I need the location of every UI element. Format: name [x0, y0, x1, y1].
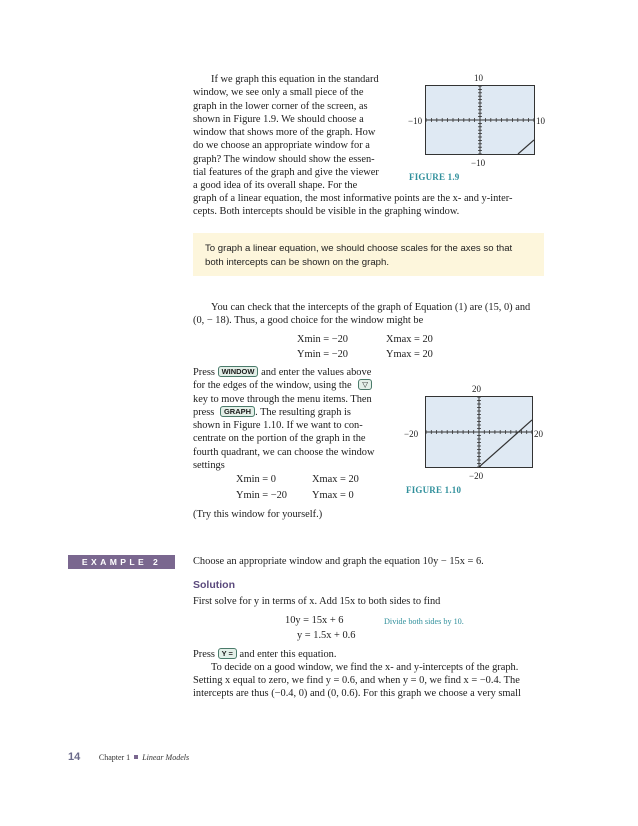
window2-ymin: Ymin = −20	[236, 490, 287, 501]
callout-line: both intercepts can be shown on the graph.	[205, 256, 390, 268]
text-line: do we choose an appropriate window for a	[193, 140, 370, 152]
example-label: EXAMPLE 2	[68, 555, 175, 569]
text-line: window that shows more of the graph. How	[193, 127, 376, 139]
text-line: a good idea of its overall shape. For the	[193, 180, 358, 192]
axis-label-left: −10	[408, 116, 423, 126]
text-line: graph? The window should show the essen-	[193, 153, 375, 165]
axis-label-bottom: −10	[471, 158, 486, 168]
example-prompt: Choose an appropriate window and graph the equation 10y − 15x = 6.	[193, 556, 484, 567]
graph-plot	[426, 86, 534, 154]
axis-label-bottom: −20	[469, 471, 484, 481]
text-line: First solve for y in terms of x. Add 15x to both sides to find	[193, 596, 441, 607]
solution-heading: Solution	[193, 579, 235, 591]
axis-label-top: 20	[472, 384, 481, 394]
equation-1: 10y = 15x + 6	[285, 615, 344, 626]
text-line: window, we see only a small piece of the	[193, 87, 364, 99]
text-line: fourth quadrant, we can choose the window	[193, 446, 375, 458]
axis-ticks	[426, 86, 534, 154]
bullet-square-icon	[134, 755, 138, 759]
text-line: intercepts are thus (−0.4, 0) and (0, 0.6). For this graph we choose a very small	[193, 688, 521, 699]
axis-label-top: 10	[474, 73, 483, 83]
window2-xmin: Xmin = 0	[236, 474, 276, 485]
page-number: 14	[68, 751, 81, 763]
page-footer	[68, 751, 189, 764]
text-line: graph in the lower corner of the screen, as	[193, 100, 368, 112]
figure-caption: FIGURE 1.10	[406, 485, 462, 495]
text-line: graph of a linear equation, the most informative points are the x- and y-inter-	[193, 193, 513, 204]
window2-ymax: Ymax = 0	[312, 490, 354, 501]
equation-2: y = 1.5x + 0.6	[297, 630, 356, 641]
text-line: centrate on the portion of the graph in the	[193, 433, 366, 445]
chapter-label: Chapter 1	[98, 753, 131, 762]
chapter-title: Linear Models	[142, 753, 190, 762]
axis-label-right: 10	[536, 116, 545, 126]
graph-screen	[425, 85, 535, 155]
figure-1-10	[400, 383, 560, 498]
paragraph-intro	[193, 73, 389, 193]
text: for the edges of the window, using the	[193, 380, 352, 392]
text-line: You can check that the intercepts of the graph of Equation (1) are (15, 0) and	[211, 302, 531, 313]
callout-line: To graph a linear equation, we should choose scales for the axes so that	[205, 243, 513, 254]
text-line: Setting x equal to zero, we find y = 0.6, and when y = 0, we find x = −0.4. The	[193, 675, 520, 686]
text-line: settings	[193, 460, 225, 472]
figure-1-9	[400, 70, 560, 185]
text-line: tial features of the graph and give the viewer	[193, 167, 379, 179]
text: press	[193, 406, 215, 418]
text-line: (0, − 18). Thus, a good choice for the window might be	[193, 315, 424, 326]
graph-line	[479, 420, 532, 467]
axis-label-right: 20	[534, 429, 543, 439]
window-key: WINDOW	[218, 366, 259, 377]
y-equals-key: Y =	[218, 648, 237, 659]
window2-xmax: Xmax = 20	[312, 474, 359, 485]
window-xmin: Xmin = −20	[297, 334, 348, 345]
window-ymax: Ymax = 20	[386, 349, 433, 360]
text: Press	[193, 649, 215, 660]
graph-screen	[425, 396, 533, 468]
text: . The resulting graph is	[255, 406, 351, 418]
text: Press	[193, 367, 215, 378]
graph-line	[518, 140, 534, 154]
graph-key: GRAPH	[220, 406, 255, 417]
key-idea-callout	[193, 233, 544, 276]
down-arrow-key: ▽	[358, 379, 372, 390]
text-line: To decide on a good window, we find the x- and y-intercepts of the graph.	[211, 662, 519, 673]
text: and enter the values above	[261, 367, 372, 378]
axis-label-left: −20	[404, 429, 419, 439]
text-line: shown in Figure 1.10. If we want to con-	[193, 420, 363, 432]
axis-ticks	[426, 397, 532, 467]
text: and enter this equation.	[239, 649, 337, 660]
figure-caption: FIGURE 1.9	[409, 172, 460, 182]
text-line: If we graph this equation in the standard	[211, 74, 379, 85]
graph-plot	[426, 397, 532, 467]
text-line: shown in Figure 1.9. We should choose a	[193, 113, 364, 125]
margin-note: Divide both sides by 10.	[384, 617, 464, 626]
text-line: cepts. Both intercepts should be visible in the graphing window.	[193, 206, 460, 217]
window-ymin: Ymin = −20	[297, 349, 348, 360]
try-text: (Try this window for yourself.)	[193, 509, 323, 520]
window-xmax: Xmax = 20	[386, 334, 433, 345]
text-line: key to move through the menu items. Then	[193, 393, 372, 405]
paragraph-keys	[193, 366, 389, 472]
